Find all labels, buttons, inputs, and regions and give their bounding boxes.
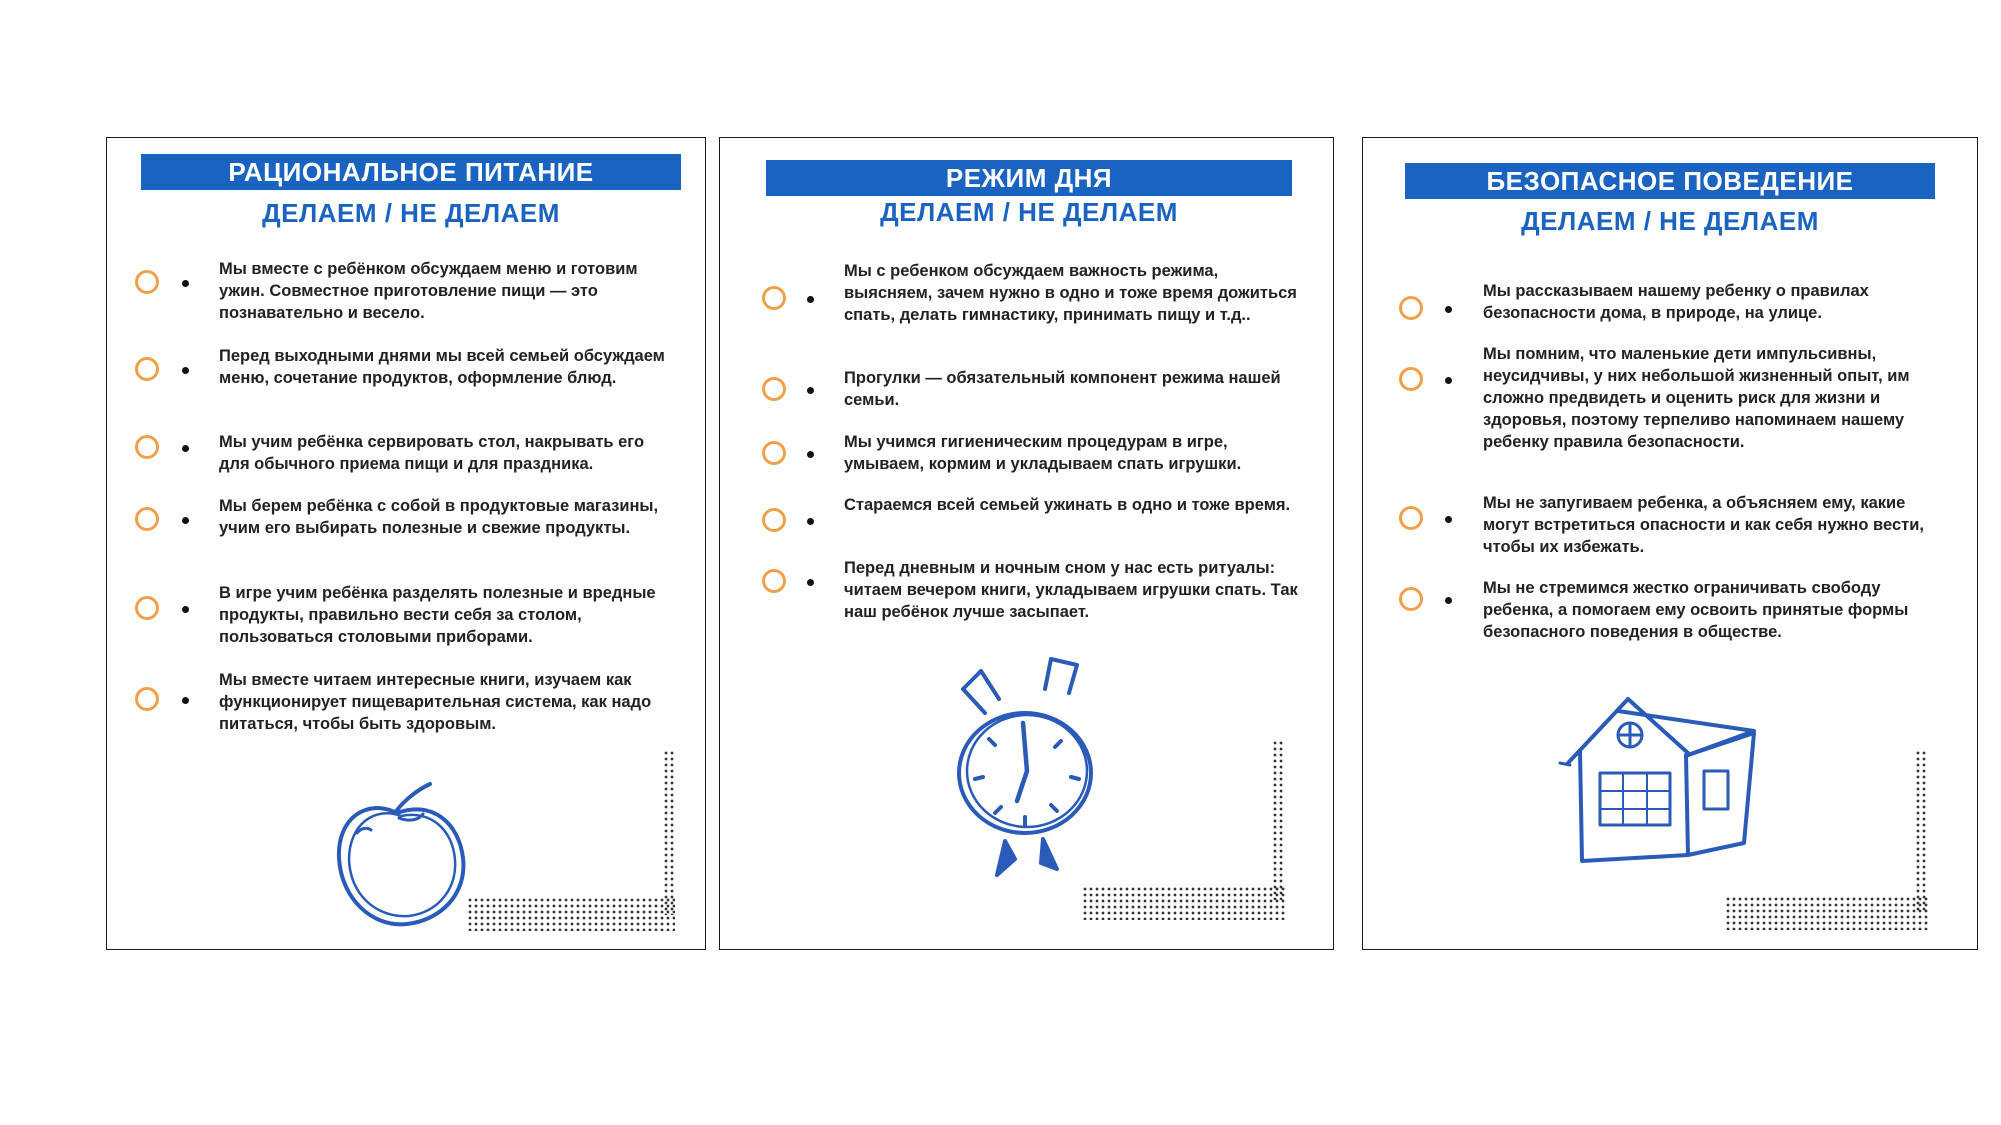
- card-daily-routine: [719, 137, 1334, 950]
- card-subtitle: ДЕЛАЕМ / НЕ ДЕЛАЕМ: [262, 198, 560, 228]
- bullet-icon: [182, 517, 189, 524]
- circle-icon: [135, 596, 159, 620]
- bullet-icon: [1445, 377, 1452, 384]
- circle-icon: [1399, 506, 1423, 530]
- circle-icon: [1399, 296, 1423, 320]
- bullet-icon: [182, 697, 189, 704]
- card-title: БЕЗОПАСНОЕ ПОВЕДЕНИЕ: [1405, 163, 1935, 199]
- apple-icon: [327, 778, 477, 938]
- bullet-icon: [182, 445, 189, 452]
- circle-icon: [762, 508, 786, 532]
- circle-icon: [762, 377, 786, 401]
- item-text: Мы помним, что маленькие дети импульсивны, неусидчивы, у них небольшой жизненный опыт, им сложно предвидеть и оценить риск для жизни и здоровья, поэтому терпеливо напоминаем нашему ребенку правила безопасности.: [1483, 345, 1910, 451]
- item-text: Мы вместе читаем интересные книги, изучаем как функционирует пищеварительная система, как надо питаться, чтобы быть здоровым.: [219, 671, 652, 733]
- circle-icon: [762, 286, 786, 310]
- card-title: РАЦИОНАЛЬНОЕ ПИТАНИЕ: [141, 154, 681, 190]
- item-text: Перед дневным и ночным сном у нас есть ритуалы: читаем вечером книги, укладываем игрушки спать. Так наш ребёнок лучше засыпает.: [844, 559, 1298, 621]
- item-text: Мы учим ребёнка сервировать стол, накрывать его для обычного приема пищи и для праздника.: [219, 433, 645, 473]
- item-text: Мы рассказываем нашему ребенку о правилах безопасности дома, в природе, на улице.: [1483, 282, 1869, 322]
- item-text: Мы не стремимся жестко ограничивать свободу ребенка, а помогаем ему освоить принятые формы безопасного поведения в обществе.: [1483, 579, 1909, 641]
- decor-dots-vertical: [1915, 750, 1927, 912]
- circle-icon: [135, 507, 159, 531]
- circle-icon: [1399, 587, 1423, 611]
- bullet-icon: [807, 579, 814, 586]
- item-text: Мы учимся гигиеническим процедурам в игре, умываем, кормим и укладываем спать игрушки.: [844, 433, 1242, 473]
- card-safe-behavior: [1362, 137, 1978, 950]
- item-text: Прогулки — обязательный компонент режима нашей семьи.: [844, 369, 1281, 409]
- item-text: Мы не запугиваем ребенка, а объясняем ему, какие могут встретиться опасности и как себя нужно вести, чтобы их избежать.: [1483, 494, 1924, 556]
- card-subtitle: ДЕЛАЕМ / НЕ ДЕЛАЕМ: [1521, 206, 1819, 236]
- card-subtitle: ДЕЛАЕМ / НЕ ДЕЛАЕМ: [880, 197, 1178, 227]
- item-text: Перед выходными днями мы всей семьей обсуждаем меню, сочетание продуктов, оформление блюд.: [219, 347, 665, 387]
- item-text: Стараемся всей семьей ужинать в одно и тоже время.: [844, 496, 1291, 514]
- item-text: Мы с ребенком обсуждаем важность режима, выясняем, зачем нужно в одно и тоже время дожиться спать, делать гимнастику, принимать пищу и т.д..: [844, 262, 1297, 324]
- decor-dots-vertical: [663, 750, 675, 915]
- card-nutrition: [106, 137, 706, 950]
- circle-icon: [135, 687, 159, 711]
- bullet-icon: [1445, 597, 1452, 604]
- bullet-icon: [807, 518, 814, 525]
- alarm-clock-icon: [945, 653, 1125, 878]
- house-icon: [1558, 693, 1768, 873]
- decor-dots-vertical: [1272, 740, 1284, 900]
- circle-icon: [1399, 367, 1423, 391]
- bullet-icon: [1445, 306, 1452, 313]
- circle-icon: [762, 441, 786, 465]
- bullet-icon: [807, 296, 814, 303]
- card-title: РЕЖИМ ДНЯ: [766, 160, 1292, 196]
- bullet-icon: [807, 451, 814, 458]
- circle-icon: [135, 270, 159, 294]
- item-text: Мы берем ребёнка с собой в продуктовые магазины, учим его выбирать полезные и свежие продукты.: [219, 497, 659, 537]
- bullet-icon: [182, 606, 189, 613]
- item-text: Мы вместе с ребёнком обсуждаем меню и готовим ужин. Совместное приготовление пищи — это познавательно и весело.: [219, 260, 638, 322]
- bullet-icon: [1445, 516, 1452, 523]
- item-text: В игре учим ребёнка разделять полезные и вредные продукты, правильно вести себя за столом, пользоваться столовыми приборами.: [219, 584, 656, 646]
- decor-dots-horizontal: [1082, 886, 1286, 920]
- decor-dots-horizontal: [1725, 896, 1929, 930]
- bullet-icon: [182, 367, 189, 374]
- circle-icon: [135, 435, 159, 459]
- circle-icon: [762, 569, 786, 593]
- decor-dots-horizontal: [467, 897, 675, 931]
- bullet-icon: [182, 280, 189, 287]
- circle-icon: [135, 357, 159, 381]
- bullet-icon: [807, 387, 814, 394]
